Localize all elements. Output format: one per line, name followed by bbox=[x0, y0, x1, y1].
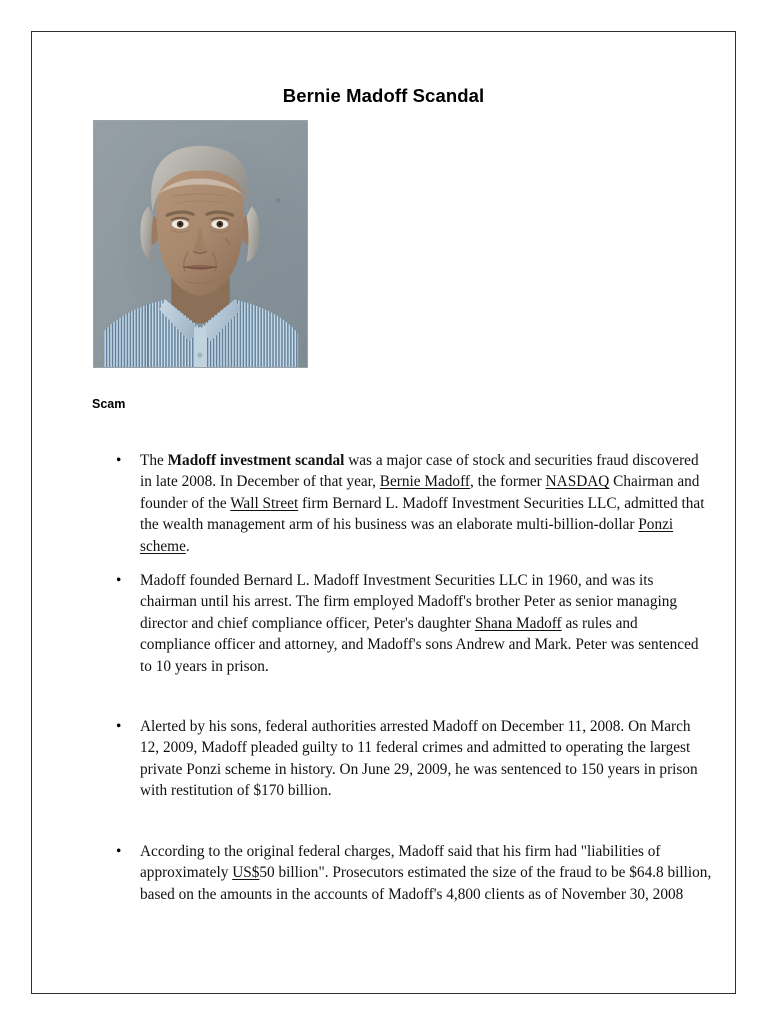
mugshot-illustration bbox=[94, 121, 307, 367]
plain-text: firm Bernard L. Madoff Investment Securities LLC, admitted that the wealth management arm of his business was an elaborate multi-billion-dollar bbox=[140, 494, 705, 534]
emphasis-text: Madoff investment scandal bbox=[167, 452, 345, 469]
bullet-marker: • bbox=[116, 452, 122, 469]
spacer bbox=[92, 802, 712, 841]
document-page bbox=[31, 31, 736, 994]
page-title: Bernie Madoff Scandal bbox=[282, 85, 485, 106]
plain-text: . bbox=[185, 537, 190, 555]
bullet-marker: • bbox=[116, 718, 122, 736]
bullet-marker: • bbox=[116, 572, 122, 590]
inline-link[interactable]: US$ bbox=[232, 864, 260, 882]
list-item-text bbox=[140, 718, 698, 799]
inline-link[interactable]: NASDAQ bbox=[545, 473, 610, 491]
list-item bbox=[92, 450, 712, 557]
plain-text: , the former bbox=[470, 473, 546, 491]
plain-text: Alerted by his sons, federal authorities arrested Madoff on December 11, 2008. On March 12, 2009, Madoff pleaded guilty to 11 federal crimes and admitted to operating the largest private Ponzi scheme in history. On June 29, 2009, he was sentenced to 150 years in prison with restitution of $170 billion. bbox=[140, 718, 698, 800]
plain-text: Chairman and founder of the bbox=[140, 473, 700, 512]
spacer bbox=[92, 677, 712, 716]
plain-text: The bbox=[140, 452, 168, 469]
inline-link[interactable]: Shana Madoff bbox=[474, 614, 562, 632]
list-item-text bbox=[140, 572, 699, 675]
bernie-madoff-mugshot-image bbox=[93, 120, 308, 368]
list-item bbox=[92, 570, 712, 677]
plain-text: was a major case of stock and securities fraud discovered in late 2008. In December of that year, bbox=[140, 452, 699, 491]
section-heading-scam: Scam bbox=[92, 397, 126, 411]
list-item bbox=[92, 841, 712, 905]
plain-text: Madoff founded Bernard L. Madoff Investment Securities LLC in 1960, and was its chairman until his arrest. The firm employed Madoff's brother Peter as senior managing director and chief compliance officer, Peter's daughter bbox=[140, 572, 678, 632]
list-item bbox=[92, 716, 712, 802]
inline-link[interactable]: Bernie Madoff bbox=[379, 473, 470, 491]
spacer bbox=[92, 557, 712, 570]
bullet-marker: • bbox=[116, 842, 122, 860]
inline-link[interactable]: Ponzi scheme bbox=[140, 516, 674, 555]
list-item-text bbox=[140, 843, 711, 903]
list-item-text bbox=[140, 452, 704, 555]
inline-link[interactable]: Wall Street bbox=[230, 494, 299, 512]
content-bullet-list bbox=[92, 450, 712, 905]
plain-text: According to the original federal charges, Madoff said that his firm had "liabilities of approximately bbox=[140, 842, 661, 882]
plain-text: as rules and compliance officer and attorney, and Madoff's sons Andrew and Mark. Peter was sentenced to 10 years in prison. bbox=[140, 614, 699, 675]
plain-text: 50 billion". Prosecutors estimated the size of the fraud to be $64.8 billion, based on the amounts in the accounts of Madoff's 4,800 clients as of November 30, 2008 bbox=[140, 864, 712, 903]
